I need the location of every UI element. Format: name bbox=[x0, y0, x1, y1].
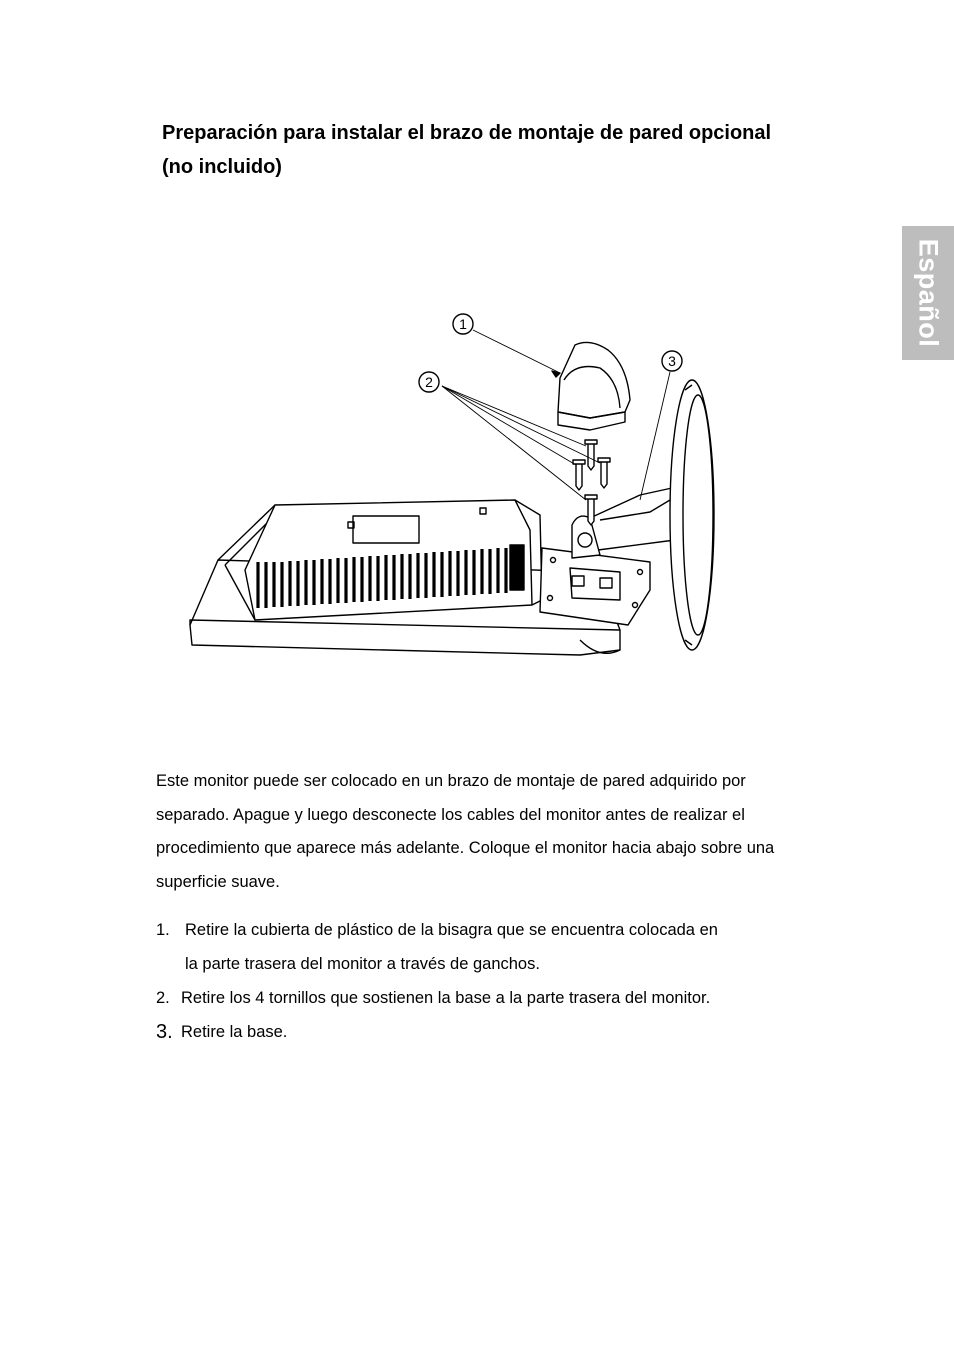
stand-disc bbox=[670, 380, 714, 650]
language-tab-label: Español bbox=[913, 238, 944, 348]
monitor-diagram bbox=[180, 300, 740, 680]
intro-paragraph: Este monitor puede ser colocado en un brazo de montaje de pared adquirido por separado. Apague y luego desconecte los cables del monitor antes de realizar el procedimiento que aparece más adelante. Coloque el monitor hacia abajo sobre una superficie suave. bbox=[156, 772, 775, 891]
step-number: 1. bbox=[156, 921, 170, 939]
step-number: 3. bbox=[156, 1021, 173, 1043]
hinge-cover bbox=[558, 342, 630, 430]
step-text: la parte trasera del monitor a través de ganchos. bbox=[185, 955, 540, 973]
callout-3: 3 bbox=[668, 353, 676, 369]
step-list bbox=[156, 913, 816, 1049]
step-text: Retire la cubierta de plástico de la bisagra que se encuentra colocada en bbox=[185, 921, 718, 939]
language-tab bbox=[902, 226, 954, 360]
callout-2: 2 bbox=[425, 374, 433, 390]
step-item bbox=[156, 1015, 816, 1049]
step-item bbox=[156, 981, 816, 1015]
callout-1: 1 bbox=[459, 316, 467, 332]
step-text: Retire la base. bbox=[181, 1023, 288, 1041]
step-number: 2. bbox=[156, 989, 170, 1007]
step-item bbox=[156, 913, 816, 981]
page-title: Preparación para instalar el brazo de montaje de pared opcional (no incluido) bbox=[162, 122, 772, 178]
leader-lines bbox=[442, 330, 670, 500]
step-text: Retire los 4 tornillos que sostienen la base a la parte trasera del monitor. bbox=[181, 989, 711, 1007]
